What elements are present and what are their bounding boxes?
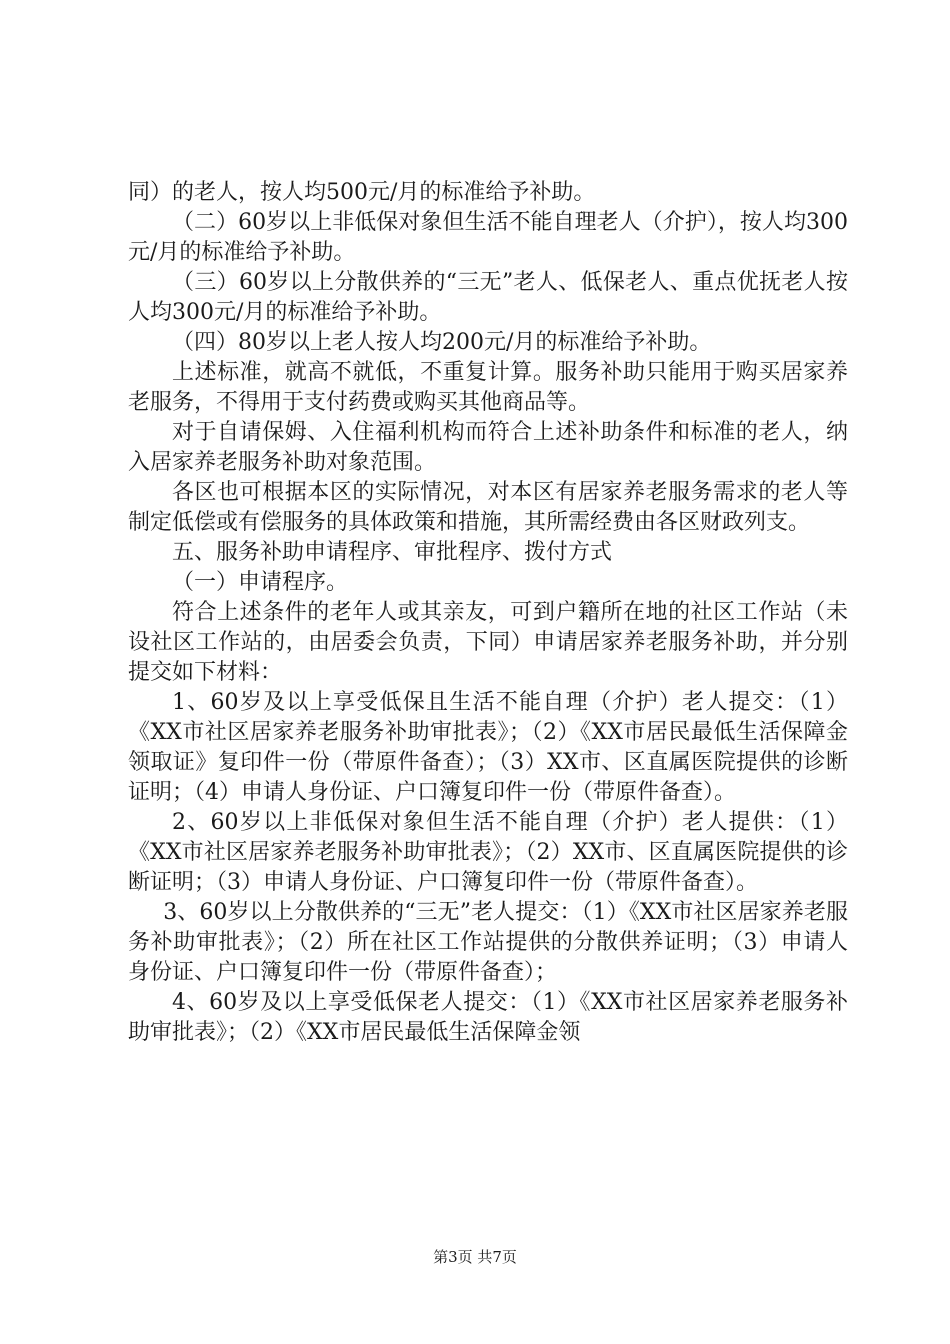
list-item: 2、60岁以上非低保对象但生活不能自理（介护）老人提供：（1）《XX市社区居家养老服务补助审批表》；（2）XX市、区直属医院提供的诊断证明；（3）申请人身份证、户口簿复印件一份（带原件备查）。 xyxy=(128,810,848,895)
document-body xyxy=(128,178,848,1048)
paragraph: 各区也可根据本区的实际情况，对本区有居家养老服务需求的老人等制定低偿或有偿服务的具体政策和措施，其所需经费由各区财政列支。 xyxy=(128,480,848,535)
paragraph: 上述标准，就高不就低，不重复计算。服务补助只能用于购买居家养老服务，不得用于支付药费或购买其他商品等。 xyxy=(128,360,848,415)
list-item: 1、60岁及以上享受低保且生活不能自理（介护）老人提交：（1）《XX市社区居家养老服务补助审批表》；（2）《XX市居民最低生活保障金领取证》复印件一份（带原件备查）；（3）XX市、区直属医院提供的诊断证明；（4）申请人身份证、户口簿复印件一份（带原件备查）。 xyxy=(128,690,848,805)
paragraph: 符合上述条件的老年人或其亲友，可到户籍所在地的社区工作站（未设社区工作站的，由居委会负责，下同）申请居家养老服务补助，并分别提交如下材料： xyxy=(128,600,848,685)
page-footer: 第3页 共7页 xyxy=(433,1248,517,1266)
paragraph: （三）60岁以上分散供养的“三无”老人、低保老人、重点优抚老人按人均300元/月的标准给予补助。 xyxy=(128,270,848,325)
list-item: 3、60岁以上分散供养的“三无”老人提交：（1）《XX市社区居家养老服务补助审批表》；（2）所在社区工作站提供的分散供养证明；（3）申请人身份证、户口簿复印件一份（带原件备查）； xyxy=(128,900,848,985)
paragraph: 对于自请保姆、入住福利机构而符合上述补助条件和标准的老人，纳入居家养老服务补助对象范围。 xyxy=(128,420,848,475)
paragraph: （二）60岁以上非低保对象但生活不能自理老人（介护），按人均300元/月的标准给予补助。 xyxy=(128,210,848,265)
paragraph: （四）80岁以上老人按人均200元/月的标准给予补助。 xyxy=(172,330,712,355)
list-item: 4、60岁及以上享受低保老人提交：（1）《XX市社区居家养老服务补助审批表》；（2）《XX市居民最低生活保障金领 xyxy=(128,990,848,1045)
section-heading: 五、服务补助申请程序、审批程序、拨付方式 xyxy=(172,540,613,565)
paragraph: 同）的老人，按人均500元/月的标准给予补助。 xyxy=(128,180,596,205)
subsection-heading: （一）申请程序。 xyxy=(172,570,349,595)
